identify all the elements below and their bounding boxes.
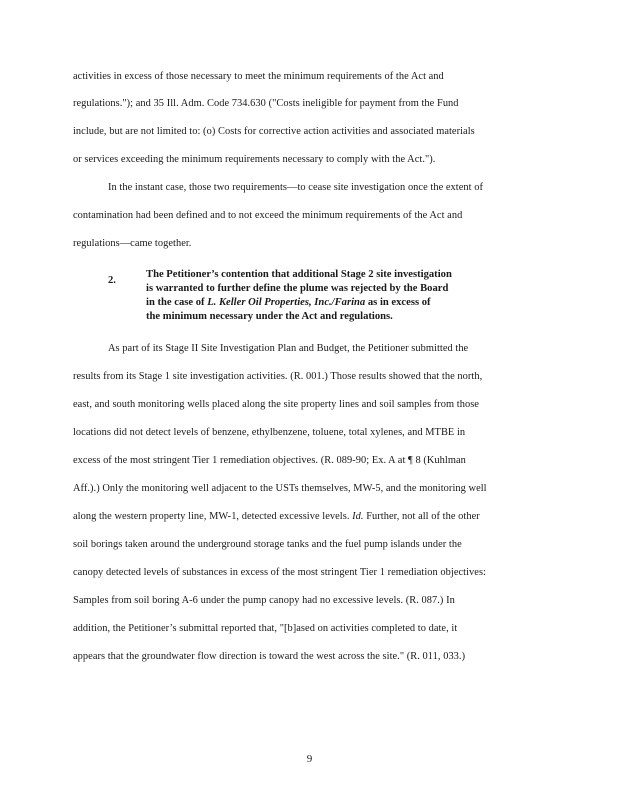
- section-heading-line: is warranted to further define the plume was rejected by the Board: [146, 283, 449, 294]
- body-line: regulations—came together.: [73, 238, 192, 249]
- paragraph-line: soil borings taken around the underground storage tanks and the fuel pump islands under the: [73, 539, 462, 550]
- heading-text: as in excess of: [365, 297, 431, 308]
- paragraph-line: addition, the Petitioner’s submittal reported that, "[b]ased on activities completed to date, it: [73, 623, 458, 634]
- paragraph-line: appears that the groundwater flow direction is toward the west across the site." (R. 011, 033.): [73, 651, 466, 662]
- citation-id: Id.: [352, 511, 364, 522]
- section-number: 2.: [108, 275, 116, 286]
- paragraph-line: east, and south monitoring wells placed along the site property lines and soil samples from those: [73, 399, 479, 410]
- paragraph-line: As part of its Stage II Site Investigation Plan and Budget, the Petitioner submitted the: [108, 343, 469, 354]
- paragraph-line: Samples from soil boring A-6 under the pump canopy had no excessive levels. (R. 087.) In: [73, 595, 455, 606]
- section-heading-line: [146, 296, 431, 310]
- heading-text: in the case of: [146, 297, 208, 308]
- body-line: include, but are not limited to: (o) Costs for corrective action activities and associated materials: [73, 126, 475, 137]
- body-line: regulations."); and 35 Ill. Adm. Code 734.630 ("Costs ineligible for payment from the Fund: [73, 98, 459, 109]
- page-number: 9: [306, 753, 313, 765]
- body-line: activities in excess of those necessary to meet the minimum requirements of the Act and: [73, 71, 444, 82]
- body-line: contamination had been defined and to not exceed the minimum requirements of the Act and: [73, 210, 463, 221]
- paragraph-line: locations did not detect levels of benzene, ethylbenzene, toluene, total xylenes, and MTBE in: [73, 427, 466, 438]
- paragraph-text: along the western property line, MW-1, detected excessive levels.: [73, 511, 353, 522]
- case-name: L. Keller Oil Properties, Inc./Farina: [207, 297, 366, 308]
- body-line: or services exceeding the minimum requirements necessary to comply with the Act.").: [73, 154, 436, 165]
- paragraph-line: results from its Stage 1 site investigation activities. (R. 001.) Those results showed that the north,: [73, 371, 483, 382]
- paragraph-text: Further, not all of the other: [363, 511, 480, 522]
- body-line: In the instant case, those two requirements—to cease site investigation once the extent of: [108, 182, 483, 193]
- paragraph-line: Aff.).) Only the monitoring well adjacent to the USTs themselves, MW-5, and the monitoring well: [73, 483, 487, 494]
- section-heading-line: the minimum necessary under the Act and regulations.: [146, 311, 393, 322]
- paragraph-line: canopy detected levels of substances in excess of the most stringent Tier 1 remediation objectives:: [73, 567, 486, 578]
- section-heading-line: The Petitioner’s contention that additional Stage 2 site investigation: [146, 269, 452, 280]
- paragraph-line: [73, 510, 480, 524]
- paragraph-line: excess of the most stringent Tier 1 remediation objectives. (R. 089-90; Ex. A at ¶ 8 (Kuhlman: [73, 455, 466, 466]
